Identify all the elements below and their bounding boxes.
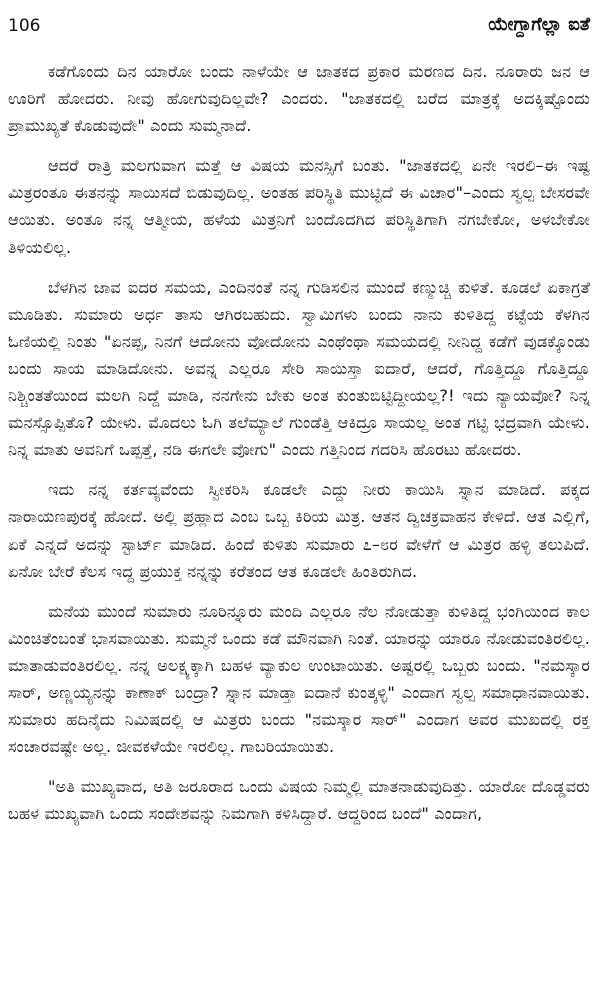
page-header [0,14,600,42]
page-body [8,58,590,840]
paragraph: ಮನೆಯ ಮುಂದೆ ಸುಮಾರು ನೂರಿನ್ನೂರು ಮಂದಿ ಎಲ್ಲರೂ ನೆಲ ನೋಡುತ್ತಾ ಕುಳಿತಿದ್ದ ಭಂಗಿಯಿಂದ ಕಾಲ ಮಿಂಚಿತೆಂಬಂತೆ ಭಾಸವಾಯಿತು. ಸುಮ್ಮನೆ ಒಂದು ಕಡೆ ಮೌನವಾಗಿ ನಿಂತೆ. ಯಾರನ್ನು ಯಾರೂ ನೋಡುವಂತಿರಲಿಲ್ಲ. ಮಾತಾಡುವಂತಿರಲಿಲ್ಲ. ನನ್ನ ಅಲಕ್ಷ್ಯಕ್ಕಾಗಿ ಬಹಳ ವ್ಯಾಕುಲ ಉಂಟಾಯಿತು. ಅಷ್ಟರಲ್ಲಿ ಒಬ್ಬರು ಬಂದು. "ನಮಸ್ಕಾರ ಸಾರ್, ಅಣ್ಣಯ್ಯನನ್ನು ಕಾಣಾಕ್ ಬಂದ್ರಾ? ಸ್ನಾನ ಮಾಡ್ತಾ ಐದಾನೆ ಕುಂತ್ಕಳ್ಳಿ" ಎಂದಾಗ ಸ್ವಲ್ಪ ಸಮಾಧಾನವಾಯಿತು. ಸುಮಾರು ಹದಿನೈದು ನಿಮಿಷದಲ್ಲಿ ಆ ಮಿತ್ರರು ಬಂದು "ನಮಸ್ಕಾರ ಸಾರ್" ಎಂದಾಗ ಅವರ ಮುಖದಲ್ಲಿ ರಕ್ತ ಸಂಚಾರವಷ್ಟೇ ಅಲ್ಲ. ಜೀವಕಳೆಯೇ ಇರಲಿಲ್ಲ. ಗಾಬರಿಯಾಯಿತು. [8,601,590,757]
paragraph: ಕಡೆಗೊಂದು ದಿನ ಯಾರೋ ಬಂದು ನಾಳೆಯೇ ಆ ಜಾತಕದ ಪ್ರಕಾರ ಮರಣದ ದಿನ. ನೂರಾರು ಜನ ಆ ಊರಿಗೆ ಹೋದರು. ನೀವು ಹೋಗುವುದಿಲ್ಲವೇ? ಎಂದರು. "ಜಾತಕದಲ್ಲಿ ಬರೆದ ಮಾತ್ರಕ್ಕೆ ಅದಕ್ಕಿಷ್ಟೊಂದು ಪ್ರಾಮುಖ್ಯತೆ ಕೊಡುವುದೇ" ಎಂದು ಸುಮ್ಮನಾದೆ. [8,62,590,136]
page-number: 106 [8,16,41,36]
paragraph: ಆದರೆ ರಾತ್ರಿ ಮಲಗುವಾಗ ಮತ್ತೆ ಆ ವಿಷಯ ಮನಸ್ಸಿಗೆ ಬಂತು. "ಜಾತಕದಲ್ಲಿ ಏನೇ ಇರಲಿ–ಈ ಇಷ್ಟ ಮಿತ್ರರಂತೂ ಈತನನ್ನು ಸಾಯಿಸದೆ ಬಿಡುವುದಿಲ್ಲ. ಅಂತಹ ಪರಿಸ್ಥಿತಿ ಮುಟ್ಟಿದೆ ಈ ವಿಚಾರ"–ಎಂದು ಸ್ವಲ್ಪ ಬೇಸರವೇ ಆಯಿತು. ಅಂತೂ ನನ್ನ ಆತ್ಮೀಯ, ಹಳೆಯ ಮಿತ್ರನಿಗೆ ಬಂದೊದಗಿದ ಪರಿಸ್ಥಿತಿಗಾಗಿ ನಗಬೇಕೋ, ಅಳಬೇಕೋ ತಿಳಿಯಲಿಲ್ಲ. [8,156,590,257]
paragraph: ಬೆಳಗಿನ ಜಾವ ಐದರ ಸಮಯ, ಎಂದಿನಂತೆ ನನ್ನ ಗುಡಿಸಲಿನ ಮುಂದೆ ಕಣ್ಮುಚ್ಚಿ ಕುಳಿತೆ. ಕೂಡಲೆ ಏಕಾಗ್ರತೆ ಮೂಡಿತು. ಸುಮಾರು ಅರ್ಧ ತಾಸು ಆಗಿರಬಹುದು. ಸ್ವಾಮಿಗಳು ಬಂದು ನಾನು ಕುಳಿತಿದ್ದ ಕಟ್ಟೆಯ ಕೆಳಗಿನ ಓಣಿಯಲ್ಲಿ ನಿಂತು "ಏನಪ್ಪ, ನಿನಗೆ ಆದೋನು ವೋದೋನು ಎಂಥೆಂಥಾ ಸಮಯದಲ್ಲಿ ನೀನಿದ್ದ ಕಡೆಗೆ ವುಡಕ್ಕೊಂಡು ಬಂದು ಸಾಯ ಮಾಡಿದೋನು. ಅವನ್ನ ಎಲ್ಲರೂ ಸೇರಿ ಸಾಯಿಸ್ತಾ ಐದಾರೆ, ಆದರೆ, ಗೊತ್ತಿದ್ದೂ ಗೊತ್ತಿದ್ದೂ ನಿಶ್ಚಿಂತತೆಯಿಂದ ಮಲಗಿ ನಿದ್ದೆ ಮಾಡಿ, ನನಗೇನು ಬೇಕು ಅಂತ ಕುಂತುಬಿಟ್ಟಿದ್ದೀಯಲ್ಲ?! ಇದು ನ್ಯಾಯವೋ? ನಿನ್ನ ಮನಸ್ಸೊಪ್ಪಿತೊ? ಯೇಳು. ಮೊದಲು ಓಗಿ ತಲೆಮ್ಯಾಲೆ ಗುಂಡೆತ್ತಿ ಆಕಿದ್ರೂ ಸಾಯಲ್ಲ ಅಂತ ಗಟ್ಟಿ ಭದ್ರವಾಗಿ ಯೇಳು. ನಿನ್ನ ಮಾತು ಅವನಿಗೆ ಒಪ್ಪತ್ತೆ, ನಡಿ ಈಗಲೇ ವೋಗು" ಎಂದು ಗತ್ತಿನಿಂದ ಗದರಿಸಿ ಹೊರಟು ಹೋದರು. [8,277,590,460]
paragraph: "ಅತಿ ಮುಖ್ಯವಾದ, ಅತಿ ಜರೂರಾದ ಒಂದು ವಿಷಯ ನಿಮ್ಮಲ್ಲಿ ಮಾತನಾಡುವುದಿತ್ತು. ಯಾರೋ ದೊಡ್ಡವರು ಬಹಳ ಮುಖ್ಯವಾಗಿ ಒಂದು ಸಂದೇಶವನ್ನು ನಿಮಗಾಗಿ ಕಳಿಸಿದ್ದಾರೆ. ಆದ್ದರಿಂದ ಬಂದೆ" ಎಂದಾಗ, [8,777,590,824]
paragraph: ಇದು ನನ್ನ ಕರ್ತವ್ಯವೆಂದು ಸ್ವೀಕರಿಸಿ ಕೂಡಲೇ ಎದ್ದು ನೀರು ಕಾಯಿಸಿ ಸ್ನಾನ ಮಾಡಿದೆ. ಪಕ್ಕದ ನಾರಾಯಣಪುರಕ್ಕೆ ಹೋದೆ. ಅಲ್ಲಿ ಪ್ರಹ್ಲಾದ ಎಂಬ ಒಬ್ಬ ಕಿರಿಯ ಮಿತ್ರ. ಆತನ ದ್ವಿಚಕ್ರವಾಹನ ಕೇಳಿದೆ. ಆತ ಎಲ್ಲಿಗೆ, ಏಕೆ ಎನ್ನದೆ ಅದನ್ನು ಸ್ಟಾರ್ಟ್ ಮಾಡಿದ. ಹಿಂದೆ ಕುಳಿತು ಸುಮಾರು ೭–೮ರ ವೇಳೆಗೆ ಆ ಮಿತ್ರರ ಹಳ್ಳಿ ತಲುಪಿದೆ. ಏನೋ ಬೇರೆ ಕೆಲಸ ಇದ್ದ ಪ್ರಯುಕ್ತ ನನ್ನನ್ನು ಕರೆತಂದ ಆತ ಕೂಡಲೇ ಹಿಂತಿರುಗಿದ. [8,480,590,581]
running-title: ಯೇಗ್ದಾಗೆಲ್ಲಾ ಐತೆ [488,14,590,35]
